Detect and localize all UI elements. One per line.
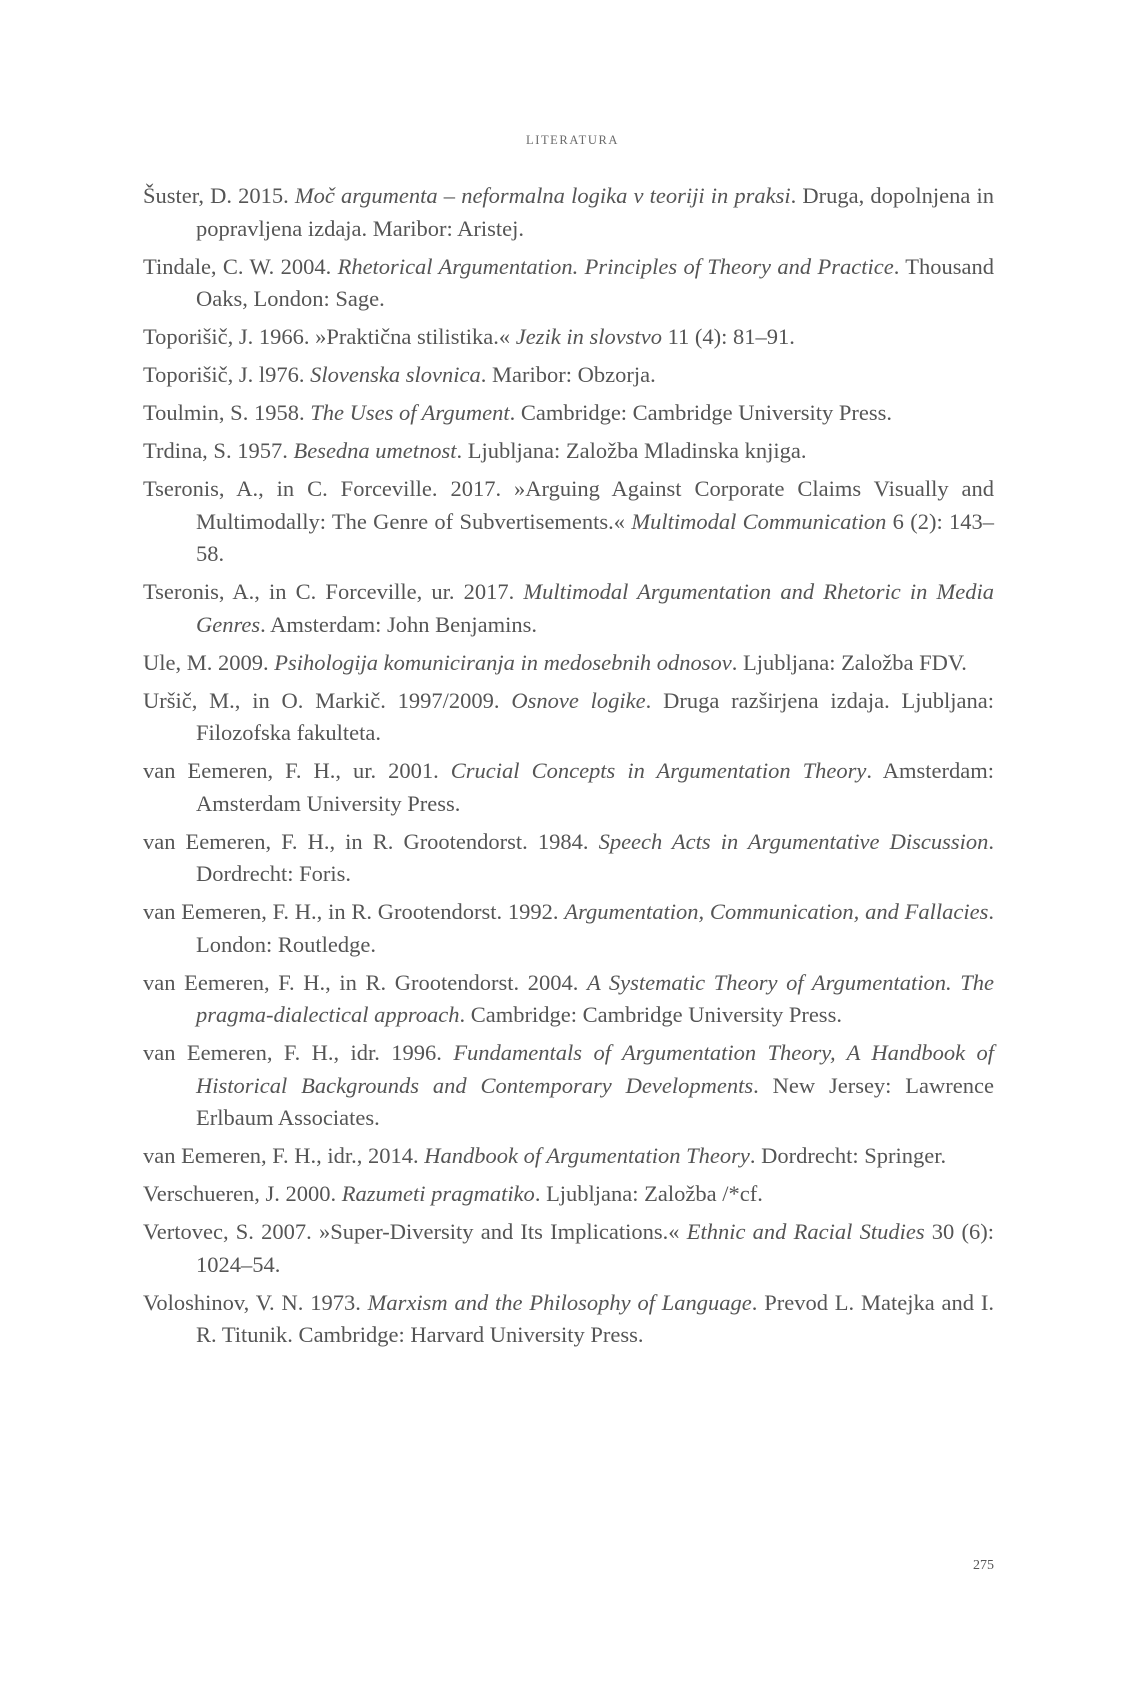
reference-title: Marxism and the Philosophy of Language (367, 1289, 752, 1315)
reference-entry (143, 473, 994, 571)
reference-title: Moč argumenta – neformalna logika v teoriji in praksi (294, 183, 791, 208)
reference-text: Tseronis, A., in C. Forceville, ur. 2017. (143, 579, 524, 604)
reference-title: Psihologija komuniciranja in medosebnih odnosov (274, 649, 732, 675)
reference-text: Vertovec, S. 2007. »Super-Diversity and Its Implications.« (143, 1219, 687, 1244)
reference-text: . Dordrecht: Foris. (196, 828, 994, 886)
reference-title: A Systematic Theory of Argumentation. The pragma-dialectical approach (196, 969, 994, 1027)
running-head: LITERATURA (525, 133, 620, 147)
reference-text: Ule, M. 2009. (143, 649, 275, 675)
reference-text: van Eemeren, F. H., idr., 2014. (143, 1143, 425, 1168)
reference-title: Multimodal Communication (631, 508, 887, 534)
reference-entry (143, 321, 994, 354)
reference-title: Osnove logike (511, 687, 646, 713)
reference-text: Tindale, C. W. 2004. (143, 253, 338, 279)
reference-text: Trdina, S. 1957. (143, 438, 294, 463)
reference-text: . New Jersey: Lawrence Erlbaum Associates. (196, 1072, 994, 1130)
reference-text: van Eemeren, F. H., in R. Grootendorst. 1984. (143, 828, 599, 854)
reference-entry (143, 967, 994, 1032)
reference-title: Rhetorical Argumentation. Principles of Theory and Practice (337, 253, 894, 279)
reference-title: Razumeti pragmatiko (341, 1181, 535, 1206)
reference-title: Jezik in slovstvo (515, 324, 662, 349)
reference-text: van Eemeren, F. H., in R. Grootendorst. 2004. (143, 969, 587, 995)
reference-text: van Eemeren, F. H., idr. 1996. (143, 1040, 454, 1065)
reference-text: van Eemeren, F. H., in R. Grootendorst. 1992. (143, 899, 565, 924)
reference-text: . Maribor: Obzorja. (480, 362, 656, 387)
reference-text: . Cambridge: Cambridge University Press. (459, 1002, 842, 1027)
reference-text: . Amsterdam: Amsterdam University Press. (196, 758, 995, 816)
reference-text: . Druga, dopolnjena in popravljena izdaja. Maribor: Aristej. (196, 183, 994, 241)
reference-text: 30 (6): 1024–54. (196, 1219, 994, 1277)
reference-text: . Thousand Oaks, London: Sage. (196, 253, 994, 311)
reference-title: Crucial Concepts in Argumentation Theory (450, 758, 867, 783)
reference-text: . Ljubljana: Založba Mladinska knjiga. (456, 438, 807, 463)
reference-text: . Dordrecht: Springer. (749, 1143, 947, 1168)
reference-text: . Ljubljana: Založba FDV. (731, 649, 967, 675)
reference-entry (143, 755, 994, 820)
reference-entry (143, 397, 994, 430)
reference-text: . Prevod L. Matejka and I. R. Titunik. Cambridge: Harvard University Press. (196, 1289, 994, 1347)
reference-entry (143, 1140, 994, 1173)
page-number: 275 (973, 1558, 994, 1573)
reference-title: Speech Acts in Argumentative Discussion (598, 828, 989, 854)
reference-text: Toporišič, J. 1966. »Praktična stilistika.« (143, 324, 516, 349)
reference-title: Fundamentals of Argumentation Theory, A Handbook of Historical Backgrounds and Contemporary Developments (196, 1040, 994, 1098)
reference-entry (143, 1287, 994, 1352)
reference-entry (143, 251, 994, 316)
reference-text: . Amsterdam: John Benjamins. (260, 611, 538, 637)
reference-entry (143, 576, 994, 641)
reference-entry (143, 896, 994, 961)
reference-entry (143, 1178, 994, 1211)
reference-title: Argumentation, Communication, and Fallacies (564, 899, 989, 924)
reference-entry (143, 359, 994, 392)
reference-text: Šuster, D. 2015. (143, 183, 295, 208)
reference-title: Multimodal Argumentation and Rhetoric in Media Genres (196, 579, 995, 637)
reference-text: 11 (4): 81–91. (662, 324, 795, 349)
reference-entry (143, 647, 994, 680)
reference-text: Toulmin, S. 1958. (143, 400, 311, 425)
reference-text: . Cambridge: Cambridge University Press. (509, 400, 893, 425)
reference-text: Voloshinov, V. N. 1973. (143, 1289, 368, 1315)
reference-entry (143, 1216, 994, 1281)
reference-text: 6 (2): 143–58. (196, 508, 994, 566)
reference-text: Uršič, M., in O. Markič. 1997/2009. (143, 687, 512, 713)
reference-title: Slovenska slovnica (310, 362, 481, 387)
reference-title: Handbook of Argumentation Theory (424, 1143, 750, 1168)
reference-entry (143, 435, 994, 468)
reference-title: Besedna umetnost (293, 438, 457, 463)
reference-text: van Eemeren, F. H., ur. 2001. (143, 758, 451, 783)
reference-entry (143, 180, 994, 245)
reference-entry (143, 1037, 994, 1135)
reference-text: . Druga razširjena izdaja. Ljubljana: Filozofska fakulteta. (196, 687, 994, 745)
reference-text: Toporišič, J. l976. (143, 362, 311, 387)
reference-entry (143, 826, 994, 891)
reference-text: . Ljubljana: Založba /*cf. (534, 1181, 763, 1206)
bibliography-list (143, 180, 994, 1357)
reference-title: The Uses of Argument (310, 400, 510, 425)
reference-text: . London: Routledge. (196, 899, 994, 957)
reference-entry (143, 685, 994, 750)
reference-title: Ethnic and Racial Studies (686, 1219, 925, 1244)
reference-text: Verschueren, J. 2000. (143, 1181, 342, 1206)
reference-text: Tseronis, A., in C. Forceville. 2017. »Arguing Against Corporate Claims Visually and Multimodally: The Genre of Subvertisements.« (143, 476, 994, 534)
